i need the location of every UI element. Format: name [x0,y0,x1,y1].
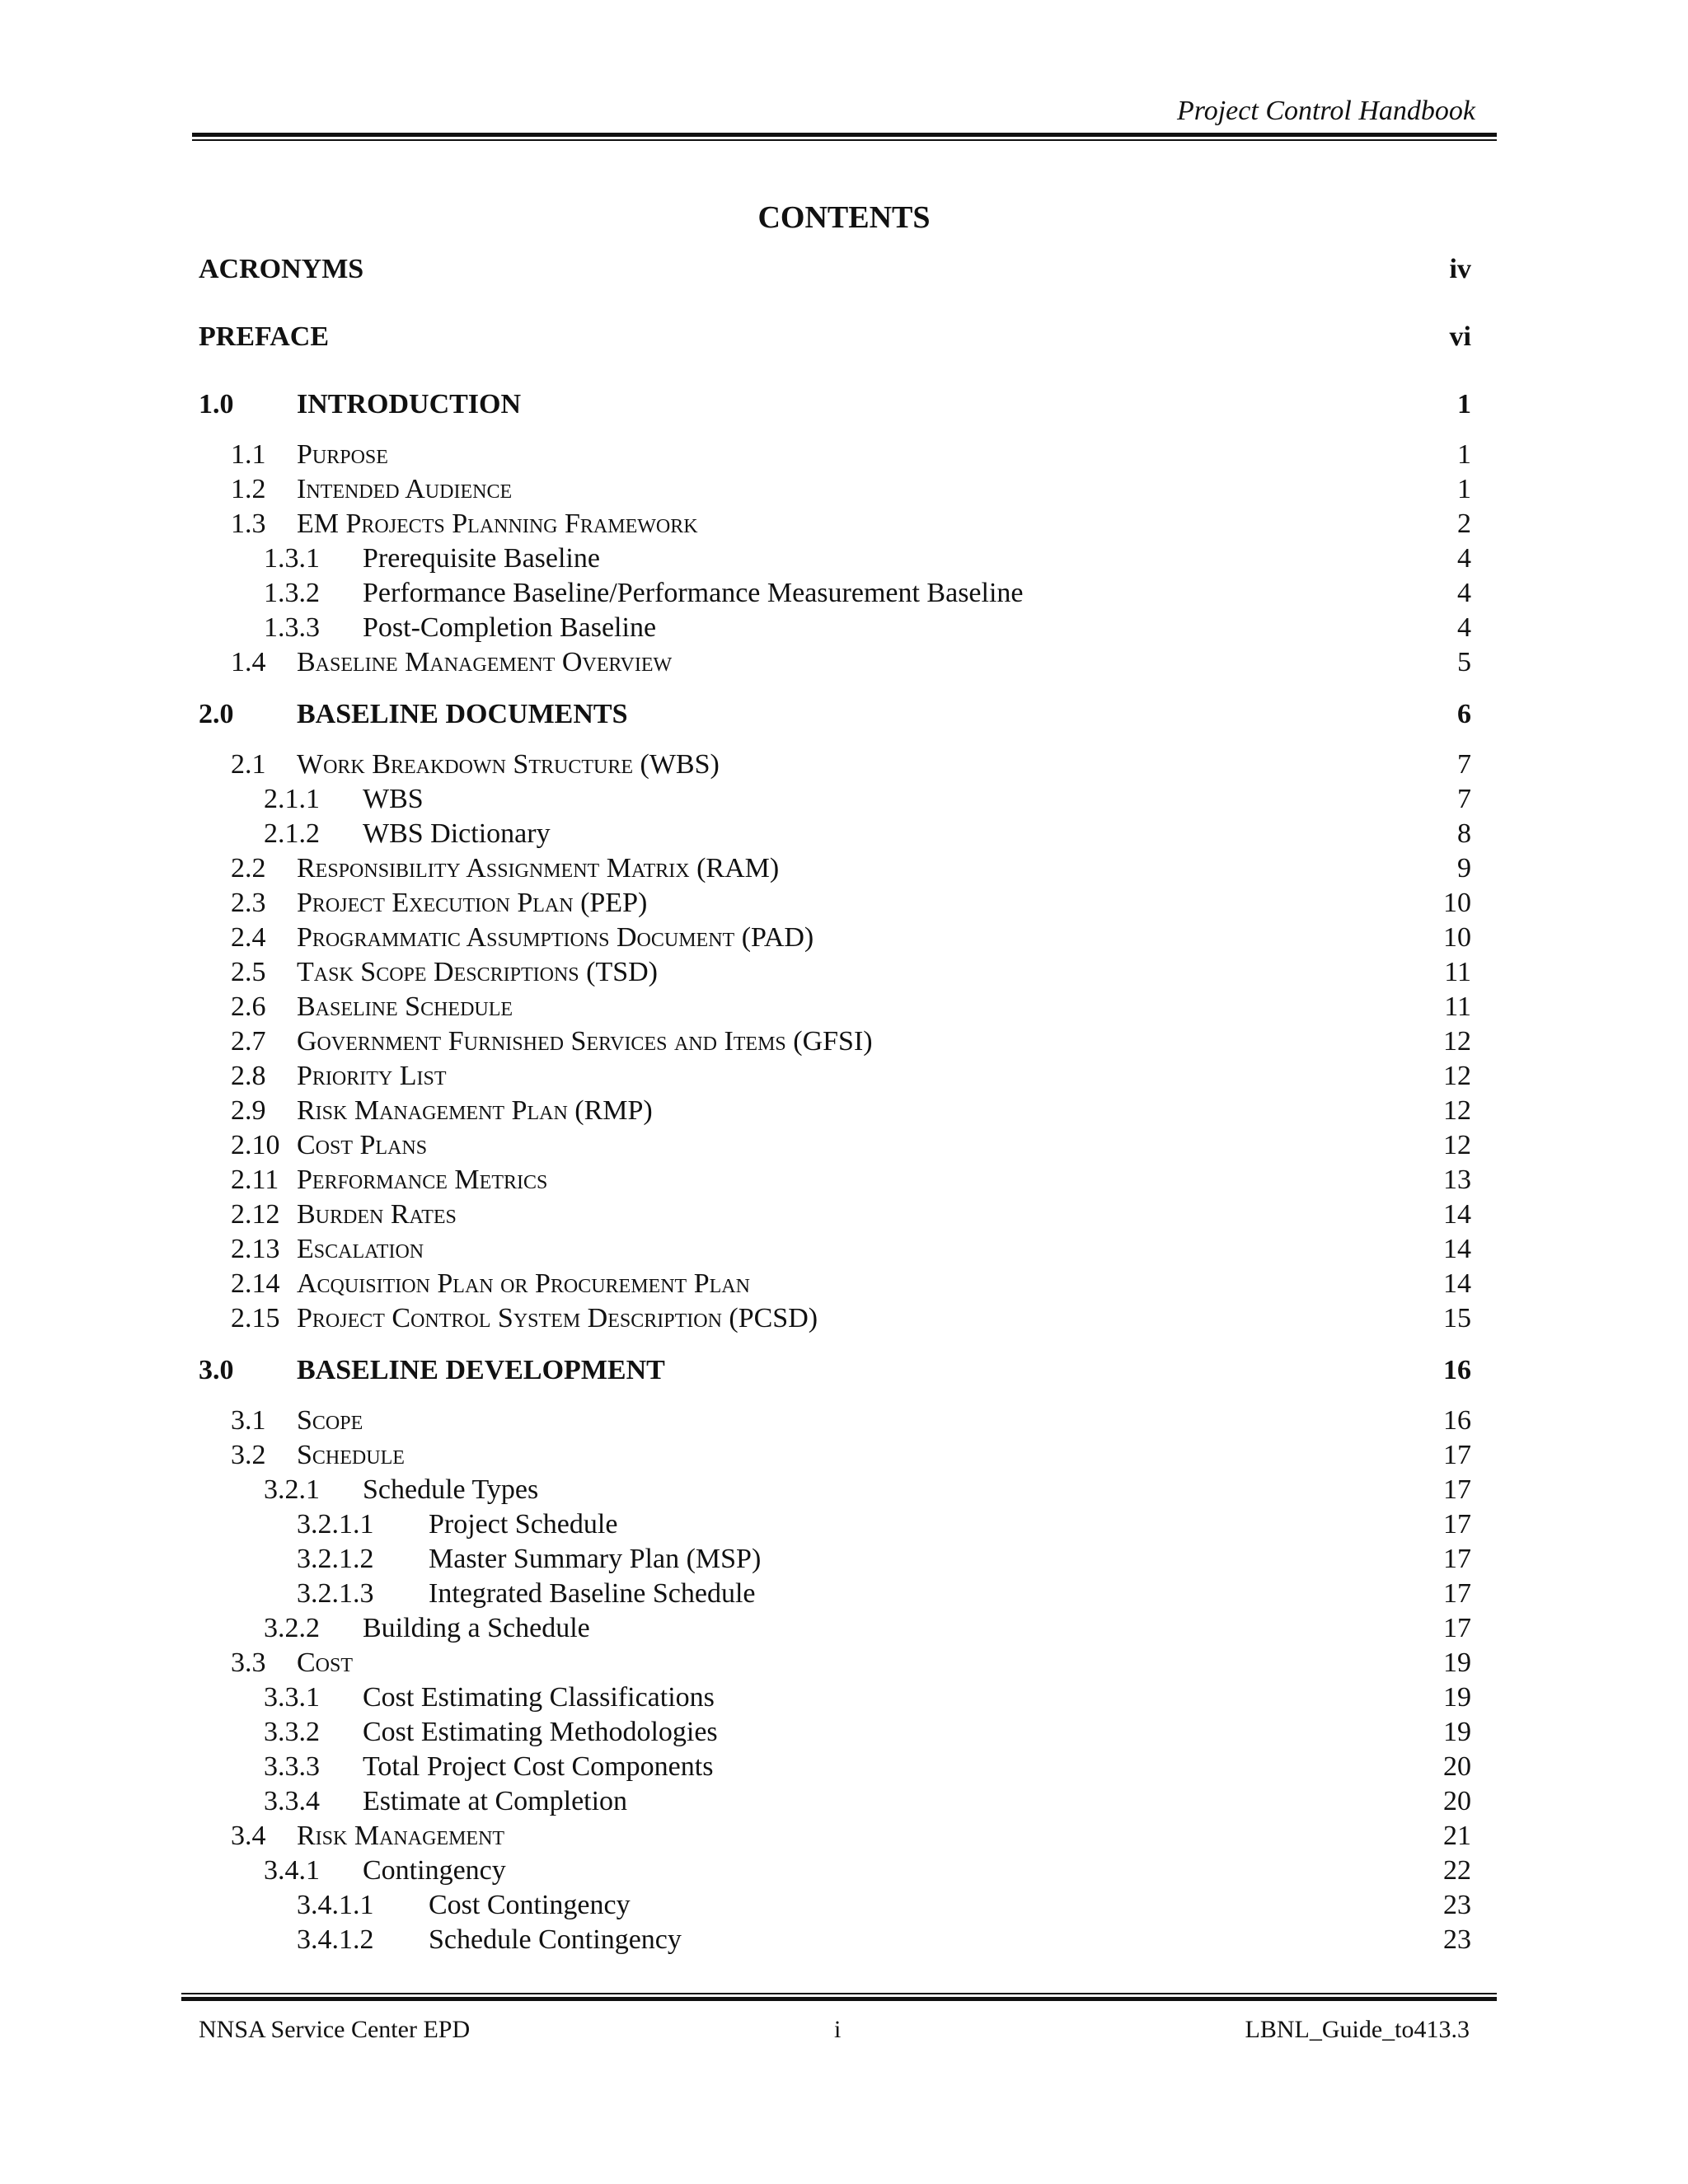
toc-entry-page: 1 [1457,439,1471,470]
footer-document-id: LBNL_Guide_to413.3 [1245,2016,1470,2043]
toc-entry-label: Baseline Management Overview [297,647,673,677]
toc-entry-label: Purpose [297,439,388,470]
toc-entry-number: 3.2.1.1 [297,1509,374,1540]
toc-entry-number: 3.3.1 [264,1682,320,1713]
toc-entry[interactable] [0,1788,1688,1822]
toc-entry[interactable] [0,1615,1688,1649]
toc-entry[interactable] [0,993,1688,1028]
toc-entry[interactable] [0,1201,1688,1235]
toc-entry-label: Post-Completion Baseline [363,612,657,643]
toc-entry-label: Scope [297,1405,363,1436]
toc-entry-page: 14 [1443,1234,1471,1264]
toc-entry-label: Project Execution Plan (PEP) [297,888,648,918]
toc-entry-label: Priority List [297,1061,447,1091]
toc-entry-page: 7 [1457,749,1471,780]
toc-entry-page: 17 [1443,1613,1471,1643]
toc-entry-page: 19 [1443,1682,1471,1713]
toc-entry-label: Task Scope Descriptions (TSD) [297,957,658,987]
toc-entry-number: 2.1.1 [264,784,320,814]
toc-entry[interactable] [0,958,1688,993]
toc-entry-number: 1.3 [231,509,266,539]
toc-entry[interactable] [0,1926,1688,1961]
toc-entry-label: PREFACE [199,321,330,352]
toc-entry-page: 20 [1443,1751,1471,1782]
toc-entry-label: Integrated Baseline Schedule [429,1578,756,1609]
toc-entry-page: 1 [1457,389,1471,419]
toc-entry[interactable] [0,1028,1688,1062]
toc-entry-label: Cost Estimating Classifications [363,1682,715,1713]
toc-entry[interactable] [0,391,1688,425]
footer-page-number: i [834,2016,842,2043]
toc-entry-number: 1.3.3 [264,612,320,643]
toc-entry-page: 14 [1443,1199,1471,1230]
toc-entry-page: 6 [1457,699,1471,729]
toc-entry-label: BASELINE DOCUMENTS [297,699,628,729]
toc-entry-page: 17 [1443,1578,1471,1609]
toc-entry-label: Total Project Cost Components [363,1751,714,1782]
toc-entry-page: 12 [1443,1026,1471,1057]
toc-entry-label: Acquisition Plan or Procurement Plan [297,1268,750,1299]
toc-entry-page: 7 [1457,784,1471,814]
toc-entry[interactable] [0,751,1688,785]
toc-entry-page: 12 [1443,1061,1471,1091]
toc-entry-number: 1.3.1 [264,543,320,574]
toc-entry-page: 17 [1443,1440,1471,1470]
toc-entry-page: 4 [1457,578,1471,608]
toc-entry-page: 23 [1443,1890,1471,1920]
toc-entry[interactable] [0,1357,1688,1391]
toc-entry-page: 10 [1443,888,1471,918]
toc-entry[interactable] [0,1270,1688,1305]
toc-entry[interactable] [0,1132,1688,1166]
toc-entry[interactable] [0,1407,1688,1441]
toc-entry-number: 3.3.2 [264,1717,320,1747]
toc-entry-number: 2.1.2 [264,818,320,849]
toc-entry-number: 2.15 [231,1303,280,1333]
toc-entry-number: 3.4.1.1 [297,1890,374,1920]
toc-entry-label: Intended Audience [297,474,513,504]
toc-entry-label: Estimate at Completion [363,1786,628,1816]
toc-entry-number: 3.2.1.3 [297,1578,374,1609]
toc-entry-label: Schedule Types [363,1474,539,1505]
toc-entry-page: 4 [1457,612,1471,643]
toc-entry-page: 2 [1457,509,1471,539]
toc-entry-number: 3.2.1 [264,1474,320,1505]
toc-entry-label: Contingency [363,1855,506,1886]
toc-entry-label: Schedule Contingency [429,1924,682,1955]
toc-entry[interactable] [0,579,1688,614]
toc-entry-page: 11 [1444,991,1471,1022]
toc-entry-number: 3.3.3 [264,1751,320,1782]
toc-entry[interactable] [0,1891,1688,1926]
toc-entry[interactable] [0,855,1688,889]
toc-entry-page: 14 [1443,1268,1471,1299]
toc-entry-number: 3.2.1.2 [297,1544,374,1574]
toc-entry-number: 2.3 [231,888,266,918]
toc-entry-number: 3.3.4 [264,1786,320,1816]
toc-entry-label: Project Schedule [429,1509,618,1540]
toc-entry-label: INTRODUCTION [297,389,522,419]
toc-entry-label: Prerequisite Baseline [363,543,600,574]
toc-entry-label: Programmatic Assumptions Document (PAD) [297,922,814,953]
toc-entry-number: 2.12 [231,1199,280,1230]
toc-entry-label: Cost [297,1647,354,1678]
toc-entry-page: 23 [1443,1924,1471,1955]
toc-entry-label: Master Summary Plan (MSP) [429,1544,762,1574]
toc-entry-label: Cost Estimating Methodologies [363,1717,718,1747]
toc-entry-page: 12 [1443,1130,1471,1160]
toc-entry[interactable] [0,441,1688,476]
toc-entry-page: 13 [1443,1165,1471,1195]
toc-entry-number: 2.8 [231,1061,266,1091]
toc-entry[interactable] [0,1476,1688,1511]
toc-entry-number: 1.0 [199,389,234,419]
toc-entry-number: 2.0 [199,699,234,729]
toc-entry-page: vi [1449,321,1471,352]
toc-entry-label: WBS Dictionary [363,818,551,849]
toc-entry-page: 10 [1443,922,1471,953]
toc-entry-page: 11 [1444,957,1471,987]
toc-entry-page: 15 [1443,1303,1471,1333]
toc-entry-number: 3.1 [231,1405,266,1436]
toc-entry-number: 2.1 [231,749,266,780]
toc-entry-page: 17 [1443,1509,1471,1540]
footer-rule-thin [181,1993,1497,1994]
toc-entry-label: WBS [363,784,424,814]
toc-entry[interactable] [0,1441,1688,1476]
toc-entry-number: 1.3.2 [264,578,320,608]
toc-entry-number: 2.13 [231,1234,280,1264]
toc-entry-number: 2.11 [231,1165,279,1195]
toc-entry-number: 2.2 [231,853,266,883]
toc-entry-number: 2.9 [231,1095,266,1126]
toc-entry-label: Project Control System Description (PCSD) [297,1303,818,1333]
toc-entry[interactable] [0,1511,1688,1545]
toc-entry-number: 2.14 [231,1268,280,1299]
toc-entry-page: 5 [1457,647,1471,677]
toc-entry[interactable] [0,1305,1688,1339]
toc-entry-label: EM Projects Planning Framework [297,509,698,539]
toc-entry-number: 2.4 [231,922,266,953]
toc-entry-number: 1.4 [231,647,266,677]
toc-entry-page: 20 [1443,1786,1471,1816]
toc-entry-number: 3.4 [231,1821,266,1851]
toc-entry[interactable] [0,1235,1688,1270]
toc-entry-number: 3.0 [199,1355,234,1385]
toc-entry[interactable] [0,820,1688,855]
toc-entry-number: 3.4.1.2 [297,1924,374,1955]
toc-entry[interactable] [0,545,1688,579]
toc-entry-number: 2.6 [231,991,266,1022]
toc-entry-label: BASELINE DEVELOPMENT [297,1355,665,1385]
toc-entry-number: 3.2 [231,1440,266,1470]
toc-entry-number: 1.1 [231,439,266,470]
toc-entry[interactable] [0,701,1688,735]
toc-entry-number: 3.3 [231,1647,266,1678]
toc-entry[interactable] [0,1166,1688,1201]
toc-entry[interactable] [0,323,1688,358]
toc-entry[interactable] [0,476,1688,510]
toc-entry-label: Risk Management [297,1821,505,1851]
toc-entry-number: 3.2.2 [264,1613,320,1643]
toc-entry-page: 17 [1443,1544,1471,1574]
toc-entry-label: Schedule [297,1440,405,1470]
toc-entry[interactable] [0,1684,1688,1718]
toc-entry-page: iv [1449,254,1471,284]
toc-entry-label: Baseline Schedule [297,991,513,1022]
toc-entry-page: 22 [1443,1855,1471,1886]
toc-entry-page: 16 [1443,1355,1471,1385]
toc-entry-page: 1 [1457,474,1471,504]
footer-rule-thick [181,1997,1497,2001]
toc-entry-label: ACRONYMS [199,254,364,284]
toc-entry-label: Cost Plans [297,1130,428,1160]
toc-entry-label: Cost Contingency [429,1890,631,1920]
footer-organization: NNSA Service Center EPD [199,2016,471,2043]
toc-entry-label: Risk Management Plan (RMP) [297,1095,653,1126]
toc-entry[interactable] [0,1580,1688,1615]
toc-entry-number: 2.5 [231,957,266,987]
toc-entry-page: 4 [1457,543,1471,574]
toc-entry-page: 19 [1443,1717,1471,1747]
toc-entry[interactable] [0,1097,1688,1132]
toc-entry-label: Government Furnished Services and Items (GFSI) [297,1026,873,1057]
toc-entry-number: 2.10 [231,1130,280,1160]
toc-entry-label: Burden Rates [297,1199,457,1230]
toc-entry-label: Building a Schedule [363,1613,590,1643]
toc-entry-page: 19 [1443,1647,1471,1678]
toc-entry-number: 3.4.1 [264,1855,320,1886]
toc-entry[interactable] [0,255,1688,290]
toc-entry[interactable] [0,1753,1688,1788]
toc-entry-label: Responsibility Assignment Matrix (RAM) [297,853,780,883]
toc-entry[interactable] [0,649,1688,683]
toc-entry[interactable] [0,1062,1688,1097]
toc-entry-label: Performance Baseline/Performance Measurement Baseline [363,578,1024,608]
toc-entry-number: 1.2 [231,474,266,504]
toc-entry[interactable] [0,1718,1688,1753]
running-header: Project Control Handbook [1177,96,1475,126]
toc-entry-label: Work Breakdown Structure (WBS) [297,749,720,780]
toc-entry[interactable] [0,1822,1688,1857]
toc-entry-page: 9 [1457,853,1471,883]
toc-entry-page: 21 [1443,1821,1471,1851]
toc-title: CONTENTS [757,200,931,235]
header-rule-thick [192,133,1497,137]
toc-entry[interactable] [0,924,1688,958]
toc-entry[interactable] [0,889,1688,924]
header-rule-thin [192,139,1497,141]
toc-entry[interactable] [0,1857,1688,1891]
toc-entry-number: 2.7 [231,1026,266,1057]
toc-entry[interactable] [0,614,1688,649]
toc-entry[interactable] [0,1649,1688,1684]
toc-entry-page: 17 [1443,1474,1471,1505]
toc-entry-page: 12 [1443,1095,1471,1126]
toc-entry[interactable] [0,785,1688,820]
toc-entry-page: 8 [1457,818,1471,849]
toc-entry[interactable] [0,1545,1688,1580]
toc-entry[interactable] [0,510,1688,545]
toc-entry-label: Escalation [297,1234,424,1264]
toc-entry-page: 16 [1443,1405,1471,1436]
toc-entry-label: Performance Metrics [297,1165,548,1195]
